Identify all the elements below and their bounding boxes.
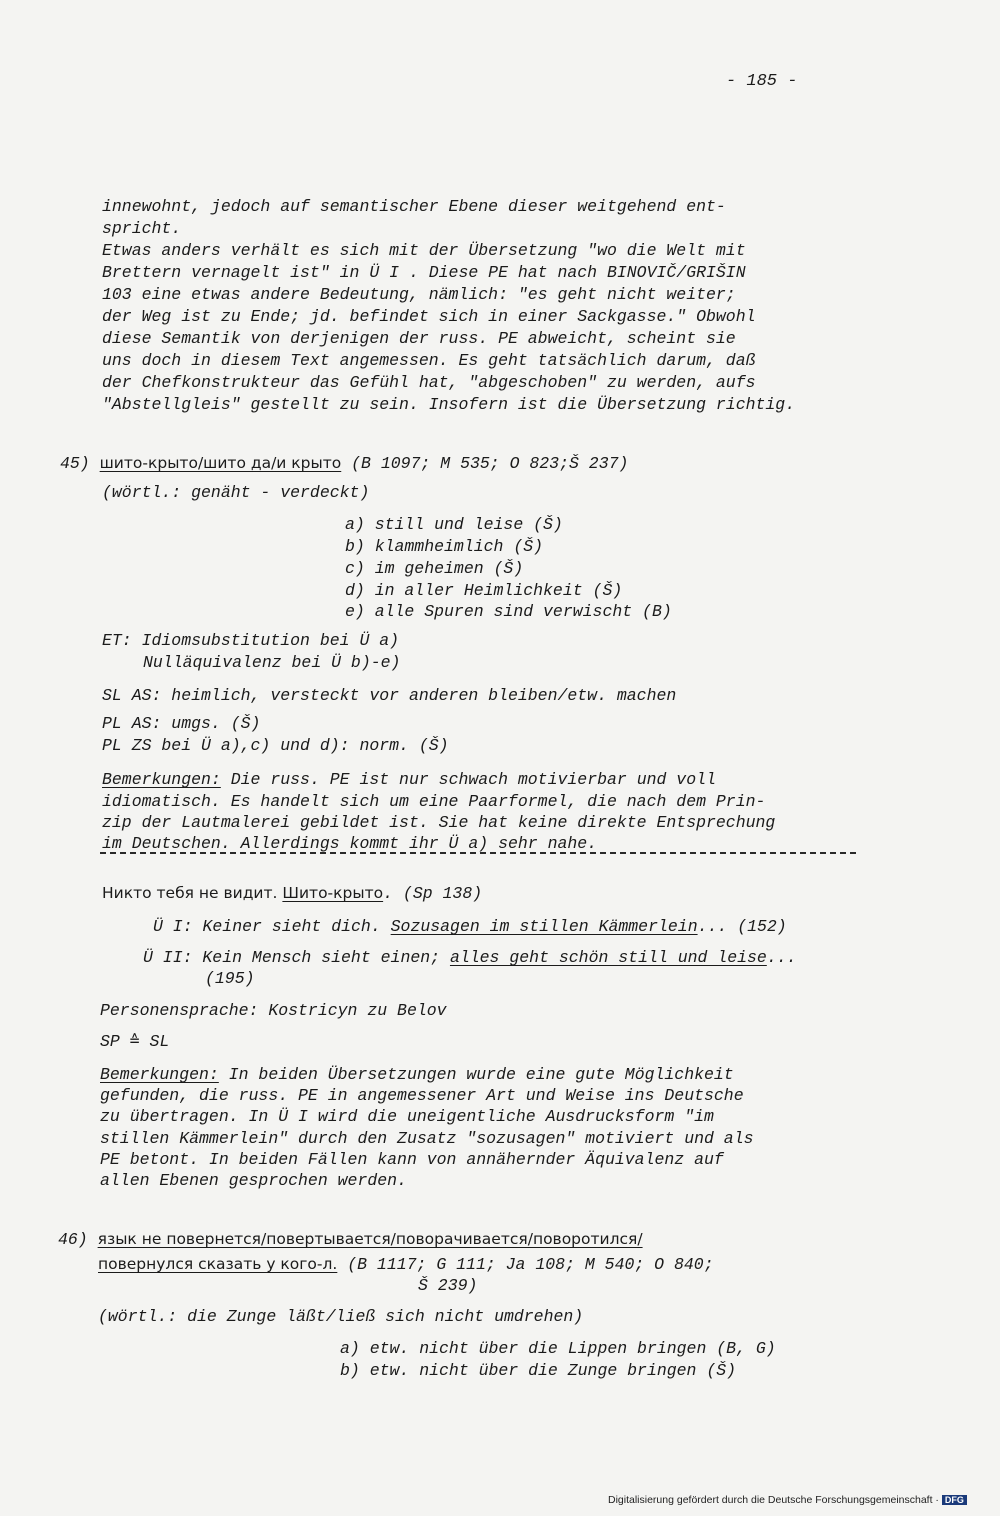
equivalent-item: c) im geheimen (Š) <box>345 559 524 578</box>
text-line: innewohnt, jedoch auf semantischer Ebene dieser weitgehend ent- <box>102 197 726 216</box>
remarks-line: allen Ebenen gesprochen werden. <box>100 1171 407 1190</box>
translation-reference: (195) <box>205 969 255 988</box>
pragmatic-level: PL ZS bei Ü a),c) und d): norm. (Š) <box>102 736 449 755</box>
page-number: - 185 - <box>726 72 798 91</box>
equivalence-type: Nulläquivalenz bei Ü b)-e) <box>143 653 401 672</box>
dfg-logo: DFG <box>942 1495 967 1505</box>
remarks-line: PE betont. In beiden Fällen kann von annähernder Äquivalenz auf <box>100 1150 724 1169</box>
phraseme-russian: язык не повернется/повертывается/поворачивается/поворотился/ <box>97 1230 643 1248</box>
phraseme-russian: шито-крыто/шито да/и крыто <box>99 454 342 472</box>
text-line: Brettern vernagelt ist" in Ü I . Diese PE hat nach BINOVIČ/GRIŠIN <box>102 263 746 282</box>
translation-phraseme: alles geht schön still und leise <box>449 948 767 967</box>
quote-phraseme: Шито-крыто <box>282 884 384 902</box>
pragmatic-level: PL AS: umgs. (Š) <box>102 714 261 733</box>
dictionary-references: (B 1117; G 111; Ja 108; M 540; O 840; <box>337 1255 714 1274</box>
entry-heading <box>60 452 628 475</box>
translation-text: Ü I: Keiner sieht dich. <box>153 917 391 936</box>
translation-phraseme: Sozusagen im stillen Kämmerlein <box>390 917 698 936</box>
remarks-line: zip der Lautmalerei gebildet ist. Sie hat keine direkte Entsprechung <box>102 813 776 832</box>
equivalent-item: a) etw. nicht über die Lippen bringen (B, G) <box>340 1339 776 1358</box>
quote-text: Никто тебя не видит. <box>102 884 283 902</box>
digitization-footer <box>608 1494 967 1506</box>
remarks-line: zu übertragen. In Ü I wird die uneigentliche Ausdrucksform "im <box>100 1107 714 1126</box>
translation-1 <box>153 916 787 938</box>
remarks-line: idiomatisch. Es handelt sich um eine Paarformel, die nach dem Prin- <box>102 792 766 811</box>
entry-number: 46) <box>58 1230 88 1249</box>
semantic-level: SL AS: heimlich, versteckt vor anderen bleiben/etw. machen <box>102 686 677 705</box>
remarks-line: gefunden, die russ. PE in angemessener Art und Weise ins Deutsche <box>100 1086 744 1105</box>
sp-sl-relation: SP ≙ SL <box>100 1032 170 1051</box>
remarks-line <box>100 1064 734 1086</box>
translation-text: Ü II: Kein Mensch sieht einen; <box>143 948 450 967</box>
remarks-text: Die russ. PE ist nur schwach motivierbar und voll <box>220 770 716 789</box>
text-line: spricht. <box>102 219 182 238</box>
equivalent-item: d) in aller Heimlichkeit (Š) <box>345 581 623 600</box>
equivalent-item: e) alle Spuren sind verwischt (B) <box>345 602 672 621</box>
dashed-divider <box>100 852 856 854</box>
equivalent-item: b) etw. nicht über die Zunge bringen (Š) <box>340 1361 737 1380</box>
entry-heading-cont <box>98 1253 714 1276</box>
equivalence-type: ET: Idiomsubstitution bei Ü a) <box>102 631 400 650</box>
text-line: diese Semantik von derjenigen der russ. PE abweicht, scheint sie <box>102 329 736 348</box>
translation-2 <box>143 947 797 969</box>
text-line: der Weg ist zu Ende; jd. befindet sich in einer Sackgasse." Obwohl <box>102 307 756 326</box>
remarks-line: im Deutschen. Allerdings kommt ihr Ü a) sehr nahe. <box>102 834 598 853</box>
phraseme-russian: повернулся сказать у кого-л. <box>98 1255 338 1273</box>
text-line: uns doch in diesem Text angemessen. Es geht tatsächlich darum, daß <box>102 351 756 370</box>
equivalent-item: a) still und leise (Š) <box>345 515 563 534</box>
text-line: "Abstellgleis" gestellt zu sein. Insofern ist die Übersetzung richtig. <box>102 395 796 414</box>
text-line: 103 eine etwas andere Bedeutung, nämlich: "es geht nicht weiter; <box>102 285 736 304</box>
text-line: Etwas anders verhält es sich mit der Übersetzung "wo die Welt mit <box>102 241 746 260</box>
remarks-label: Bemerkungen: <box>100 1065 219 1084</box>
remarks-line: stillen Kämmerlein" durch den Zusatz "sozusagen" motiviert und als <box>100 1129 754 1148</box>
dictionary-references: (B 1097; M 535; O 823;Š 237) <box>341 454 629 473</box>
remarks-label: Bemerkungen: <box>102 770 221 789</box>
translation-ellipsis: ... <box>766 948 797 967</box>
text-line: der Chefkonstrukteur das Gefühl hat, "abgeschoben" zu werden, aufs <box>102 373 756 392</box>
remarks-line <box>102 769 716 791</box>
equivalent-item: b) klammheimlich (Š) <box>345 537 544 556</box>
speaker-info: Personensprache: Kostricyn zu Belov <box>100 1001 447 1020</box>
literal-translation: (wörtl.: genäht - verdeckt) <box>102 483 370 502</box>
source-quote <box>102 882 482 905</box>
footer-text: Digitalisierung gefördert durch die Deutsche Forschungsgemeinschaft · <box>608 1494 939 1506</box>
dictionary-references: Š 239) <box>418 1276 478 1295</box>
quote-reference: . (Sp 138) <box>383 884 483 903</box>
entry-number: 45) <box>60 454 90 473</box>
literal-translation: (wörtl.: die Zunge läßt/ließ sich nicht umdrehen) <box>98 1307 584 1326</box>
translation-reference: ... (152) <box>697 917 787 936</box>
entry-heading <box>58 1228 643 1251</box>
remarks-text: In beiden Übersetzungen wurde eine gute Möglichkeit <box>218 1065 734 1084</box>
